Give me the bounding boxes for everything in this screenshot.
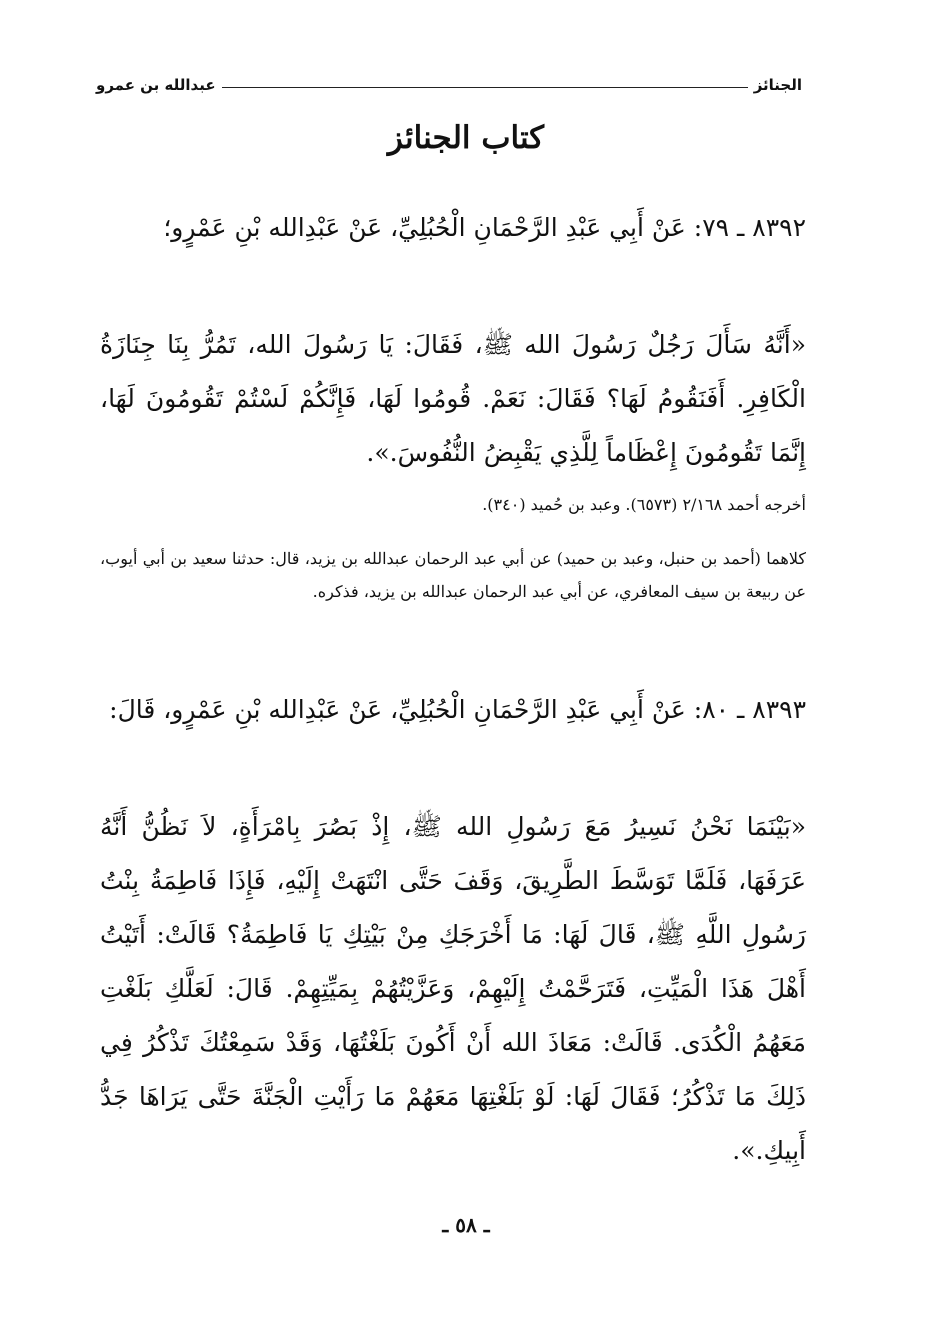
hadith-8392-matn: «أَنَّهُ سَأَلَ رَجُلٌ رَسُولَ الله ﷺ، فَقَالَ: يَا رَسُولَ الله، تَمُرُّ بِنَا جِنَازَةُ الْكَافِرِ. أَفَنَقُومُ لَهَا؟ فَقَالَ: نَعَمْ. قُومُوا لَهَا، فَإِنَّكُمْ لَسْتُمْ تَقُومُونَ لَهَا، إِنَّمَا تَقُومُونَ إِعْظَاماً لِلَّذِي يَقْبِضُ النُّفُوسَ.». (100, 330, 806, 467)
page-number: ـ ٥٨ ـ (442, 1213, 490, 1237)
header-chapter: الجنائز (753, 76, 802, 94)
header-companion: عبدالله بن عمرو (96, 76, 216, 94)
hadith-8392-isnad: ٨٣٩٢ ـ ٧٩: عَنْ أَبِي عَبْدِ الرَّحْمَانِ الْحُبُلِيِّ، عَنْ عَبْدِالله بْنِ عَمْرٍو؛ (163, 213, 806, 242)
header-rule (222, 87, 748, 88)
hadith-8392-takhrij: أخرجه أحمد ٢/١٦٨ (٦٥٧٣). وعبد بن حُميد (٣٤٠). (482, 495, 806, 514)
hadith-8392-note: كلاهما (أحمد بن حنبل، وعبد بن حميد) عن أبي عبد الرحمان عبدالله بن يزيد، قال: حدثنا سعيد بن أبي أيوب، عن ربيعة بن سيف المعافري، عن أبي عبد الرحمان عبدالله بن يزيد، فذكره. (100, 549, 806, 601)
hadith-8393-matn: «بَيْنَمَا نَحْنُ نَسِيرُ مَعَ رَسُولِ الله ﷺ، إِذْ بَصُرَ بِامْرَأَةٍ، لاَ نَظُنُّ أَنَّهُ عَرَفَهَا، فَلَمَّا تَوَسَّطَ الطَّرِيقَ، وَقَفَ حَتَّى انْتَهَتْ إِلَيْهِ، فَإِذَا فَاطِمَةُ بِنْتُ رَسُولِ اللَّهِ ﷺ، قَالَ لَهَا: مَا أَخْرَجَكِ مِنْ بَيْتِكِ يَا فَاطِمَةُ؟ قَالَتْ: أَتَيْتُ أَهْلَ هَذَا الْمَيِّتِ، فَتَرَحَّمْتُ إِلَيْهِمْ، وَعَزَّيْتُهُمْ بِمَيِّتِهِمْ. قَالَ: لَعَلَّكِ بَلَغْتِ مَعَهُمُ الْكُدَى. قَالَتْ: مَعَاذَ الله أَنْ أَكُونَ بَلَغْتُهَا، وَقَدْ سَمِعْتُكَ تَذْكُرُ فِي ذَلِكَ مَا تَذْكُرُ؛ فَقَالَ لَهَا: لَوْ بَلَغْتِهَا مَعَهُمْ مَا رَأَيْتِ الْجَنَّةَ حَتَّى يَرَاهَا جَدُّ أَبِيكِ.». (100, 812, 806, 1165)
chapter-title: كتاب الجنائز (387, 120, 545, 156)
running-header (96, 70, 802, 100)
hadith-8393-isnad: ٨٣٩٣ ـ ٨٠: عَنْ أَبِي عَبْدِ الرَّحْمَانِ الْحُبُلِيِّ، عَنْ عَبْدِالله بْنِ عَمْرٍو، قَالَ: (109, 695, 806, 724)
